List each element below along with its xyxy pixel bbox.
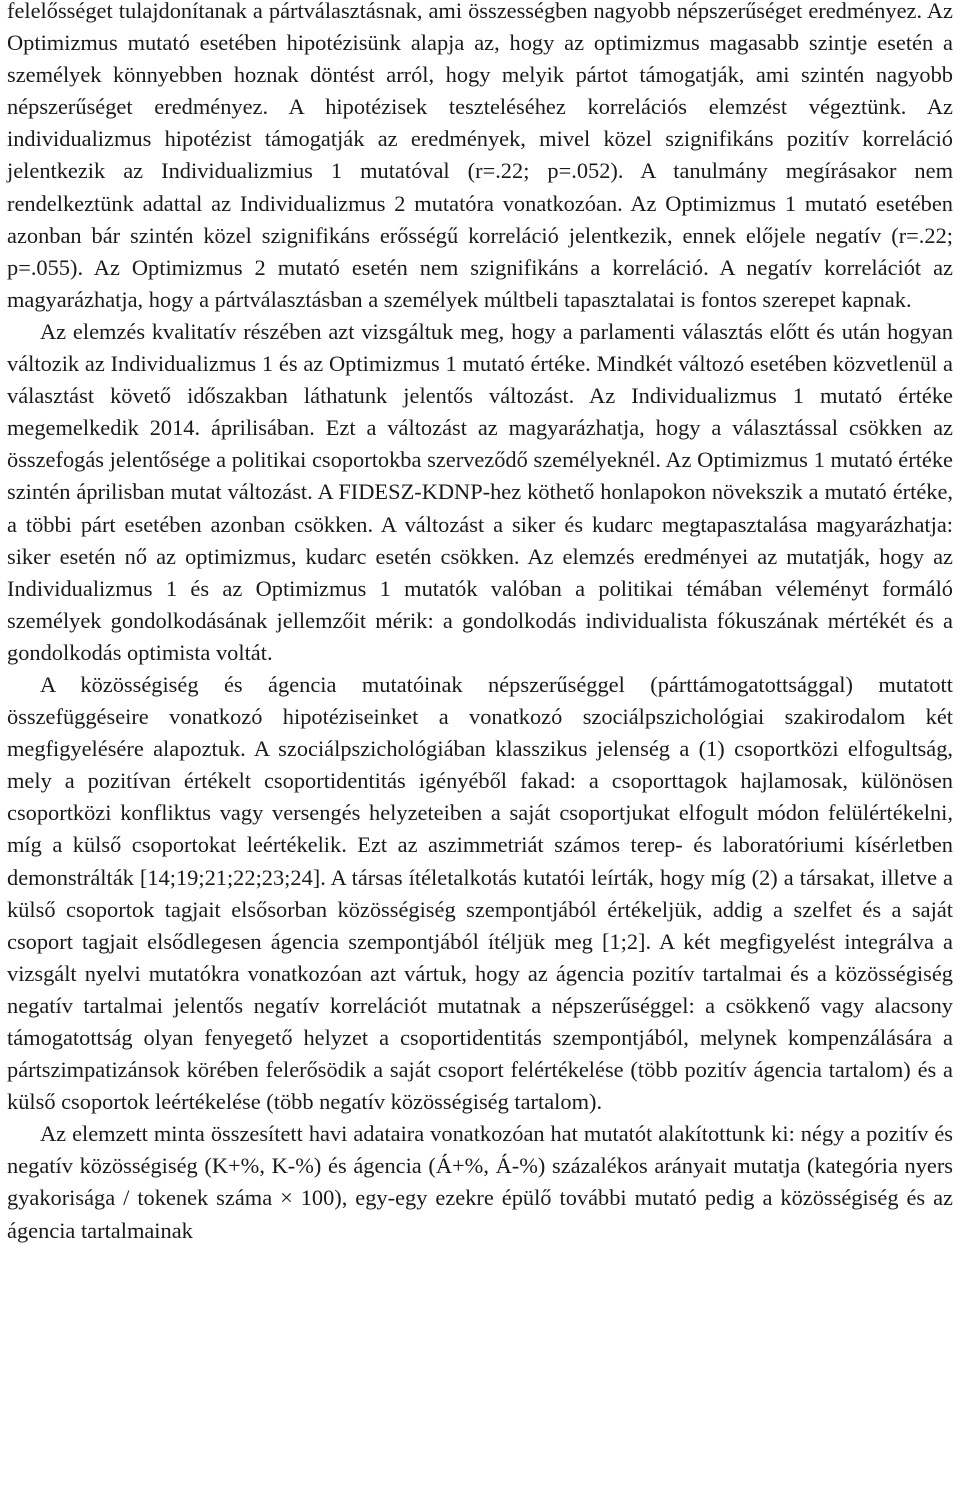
paragraph-1: felelősséget tulajdonítanak a pártválasztásnak, ami összességben nagyobb népszerűséget eredményez. Az Optimizmus mutató esetében hipotézisünk alapja az, hogy az optimizmus magasabb szintje esetén a személyek könnyebben hoznak döntést arról, hogy melyik pártot támogatják, ami szintén nagyobb népszerűséget eredményez. A hipotézisek teszteléséhez korrelációs elemzést végeztünk. Az individualizmus hipotézist támogatják az eredmények, mivel közel szignifikáns pozitív korreláció jelentkezik az Individualizmius 1 mutatóval (r=.22; p=.052). A tanulmány megírásakor nem rendelkeztünk adattal az Individualizmus 2 mutatóra vonatkozóan. Az Optimizmus 1 mutató esetében azonban bár szintén közel szignifikáns erősségű korreláció jelentkezik, ennek előjele negatív (r=.22; p=.055). Az Optimizmus 2 mutató esetén nem szignifikáns a korreláció. A negatív korrelációt az magyarázhatja, hogy a pártválasztásban a személyek múltbeli tapasztalatai is fontos szerepet kapnak.: [7, 0, 953, 312]
paragraph-2: Az elemzés kvalitatív részében azt vizsgáltuk meg, hogy a parlamenti választás előtt és után hogyan változik az Individualizmus 1 és az Optimizmus 1 mutató értéke. Mindkét változó esetében közvetlenül a választást követő időszakban láthatunk jelentős változást. Az Individualizmus 1 mutató értéke megemelkedik 2014. áprilisában. Ezt a változást az magyarázhatja, hogy a választással csökken az összefogás jelentősége a politikai csoportokba szerveződő személyeknél. Az Optimizmus 1 mutató értéke szintén áprilisban mutat változást. A FIDESZ-KDNP-hez köthető honlapokon növekszik a mutató értéke, a többi párt esetében azonban csökken. A változást a siker és kudarc megtapasztalása magyarázhatja: siker esetén nő az optimizmus, kudarc esetén csökken. Az elemzés eredményei az mutatják, hogy az Individualizmus 1 és az Optimizmus 1 mutatók valóban a politikai témában véleményt formáló személyek gondolkodásának jellemzőit mérik: a gondolkodás individualista fókuszának mértékét és a gondolkodás optimista voltát.: [7, 318, 953, 665]
paragraph-4: Az elemzett minta összesített havi adataira vonatkozóan hat mutatót alakítottunk ki: négy a pozitív és negatív közösségiség (K+%, K-%) és ágencia (Á+%, Á-%) százalékos arányait mutatja (kategória nyers gyakorisága / tokenek száma × 100), egy-egy ezekre épülő további mutató pedig a közösségiség és az ágencia tartalmainak: [7, 1121, 953, 1243]
paragraph-3: A közösségiség és ágencia mutatóinak népszerűséggel (párttámogatottsággal) mutatott összefüggéseire vonatkozó hipotéziseinket a vonatkozó szociálpszichológiai szakirodalom két megfigyelésére alapoztuk. A szociálpszichológiában klasszikus jelenség a (1) csoportközi elfogultság, mely a pozitívan értékelt csoportidentitás igényéből fakad: a csoporttagok hajlamosak, különösen csoportközi konfliktus vagy versengés helyzeteiben a saját csoportjukat elfogult módon felülértékelni, míg a külső csoportokat leértékelik. Ezt az aszimmetriát számos terep- és laboratóriumi kísérletben demonstrálták [14;19;21;22;23;24]. A társas ítéletalkotás kutatói leírták, hogy míg (2) a társakat, illetve a külső csoportok tagjait elsősorban közösségiség szempontjából értékeljük, addig a szelfet és a saját csoport tagjait elsődlegesen ágencia szempontjából ítéljük meg [1;2]. A két megfigyelést integrálva a vizsgált nyelvi mutatókra vonatkozóan azt vártuk, hogy az ágencia pozitív tartalmai és a közösségiség negatív tartalmai jelentős negatív korrelációt mutatnak a népszerűséggel: a csökkenő vagy alacsony támogatottság olyan fenyegető helyzet a csoportidentitás szempontjából, melynek kompenzálására a pártszimpatizánsok körében felerősödik a saját csoport felértékelése (több pozitív ágencia tartalom) és a külső csoportok leértékelése (több negatív közösségiség tartalom).: [7, 671, 953, 1115]
